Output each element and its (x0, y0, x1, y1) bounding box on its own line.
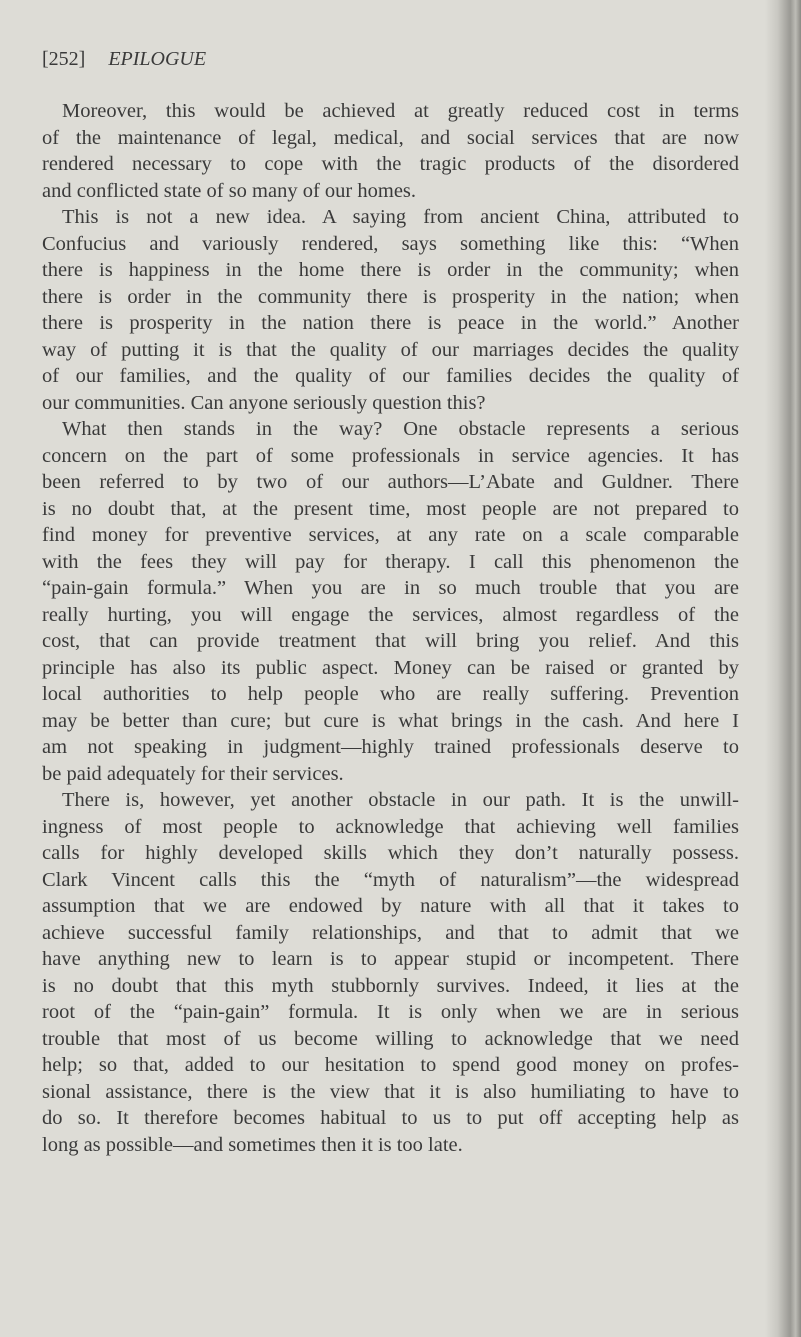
text-line: trouble that most of us become willing to acknowledge that we need (42, 1027, 739, 1050)
text-line: way of putting it is that the quality of our marriages decides the quality (42, 338, 739, 361)
text-line: rendered necessary to cope with the tragic products of the disordered (42, 153, 739, 175)
page-number: [252] (42, 48, 86, 70)
text-line: achieve successful family relationships, and that to admit that we (42, 921, 739, 944)
running-header (42, 48, 206, 71)
text-line: of our families, and the quality of our families decides the quality of (42, 365, 739, 387)
text-line: been referred to by two of our authors—L’Abate and Guldner. There (42, 471, 739, 493)
text-line: do so. It therefore becomes habitual to us to put off accepting help as (42, 1107, 739, 1129)
text-line: “pain-gain formula.” When you are in so much trouble that you are (42, 577, 739, 599)
text-line: there is prosperity in the nation there is peace in the world.” Another (42, 312, 739, 334)
text-line: This is not a new idea. A saying from ancient China, attributed to (62, 206, 739, 228)
text-line: is no doubt that this myth stubbornly survives. Indeed, it lies at the (42, 974, 739, 997)
text-line: calls for highly developed skills which they don’t naturally possess. (42, 842, 739, 864)
text-line: there is order in the community there is prosperity in the nation; when (42, 285, 739, 308)
page-edge-shadow (765, 0, 801, 1337)
text-line: is no doubt that, at the present time, most people are not prepared to (42, 497, 739, 520)
text-line: concern on the part of some professionals in service agencies. It has (42, 444, 739, 467)
text-line: principle has also its public aspect. Money can be raised or granted by (42, 656, 739, 679)
text-line: help; so that, added to our hesitation to spend good money on profes- (42, 1054, 739, 1076)
text-line: Confucius and variously rendered, says something like this: “When (42, 232, 739, 255)
text-line: our communities. Can anyone seriously question this? (42, 391, 486, 414)
text-line: Moreover, this would be achieved at greatly reduced cost in terms (62, 100, 739, 122)
text-line: Clark Vincent calls this the “myth of naturalism”—the widespread (42, 868, 739, 891)
text-line: may be better than cure; but cure is what brings in the cash. And here I (42, 709, 739, 732)
text-line: sional assistance, there is the view that it is also humiliating to have to (42, 1080, 739, 1103)
text-line: root of the “pain-gain” formula. It is only when we are in serious (42, 1001, 739, 1023)
text-line: local authorities to help people who are really suffering. Prevention (42, 683, 739, 705)
text-line: have anything new to learn is to appear stupid or incompetent. There (42, 948, 739, 970)
text-line: There is, however, yet another obstacle in our path. It is the unwill- (62, 789, 739, 811)
running-title: EPILOGUE (108, 48, 207, 70)
text-line: am not speaking in judgment—highly trained professionals deserve to (42, 736, 739, 758)
text-line: cost, that can provide treatment that will bring you relief. And this (42, 630, 739, 652)
text-line: with the fees they will pay for therapy. I call this phenomenon the (42, 550, 739, 573)
text-line: assumption that we are endowed by nature with all that it takes to (42, 895, 739, 917)
text-line: there is happiness in the home there is order in the community; when (42, 259, 739, 281)
text-line: be paid adequately for their services. (42, 762, 344, 785)
text-line: of the maintenance of legal, medical, and social services that are now (42, 126, 739, 149)
text-line: ingness of most people to acknowledge that achieving well families (42, 815, 739, 838)
text-line: find money for preventive services, at any rate on a scale comparable (42, 524, 739, 546)
text-line: What then stands in the way? One obstacle represents a serious (62, 418, 739, 440)
text-line: and conflicted state of so many of our homes. (42, 179, 417, 202)
text-line: long as possible—and sometimes then it is too late. (42, 1133, 463, 1156)
text-line: really hurting, you will engage the services, almost regardless of the (42, 603, 739, 626)
body-text (42, 98, 739, 1158)
